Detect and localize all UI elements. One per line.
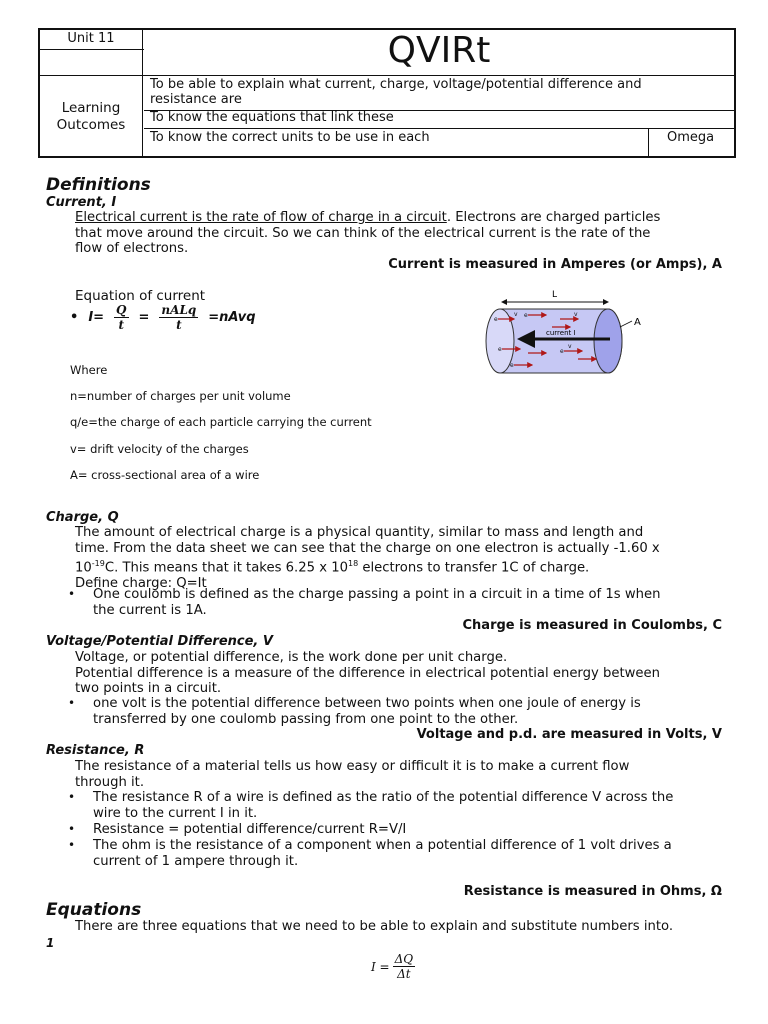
eq-nALq: nALq: [161, 303, 197, 317]
charge-line-1: The amount of electrical charge is a physical quantity, similar to mass and length and: [75, 525, 644, 540]
current-line-2: that move around the circuit. So we can think of the electrical current is the rate of the: [75, 225, 651, 241]
current-equation: [70, 303, 256, 332]
v-definition: v= drift velocity of the charges: [70, 442, 249, 456]
eq-nAvq: =nAvq: [208, 310, 256, 325]
eq-t: t: [118, 318, 125, 332]
current-line-3: flow of electrons.: [75, 241, 189, 257]
resistance-paragraph: The resistance of a material tells us how easy or difficult it is to make a current flow through it.: [75, 759, 630, 790]
equation-1: [371, 952, 415, 981]
outcome-1: [150, 77, 642, 107]
bullet: •: [68, 822, 76, 836]
eq1-fraction: [393, 952, 416, 981]
outcome-2: To know the equations that link these: [150, 110, 394, 125]
eq-equals: =: [138, 310, 150, 325]
learning-outcomes-label: [40, 100, 142, 134]
area-pointer: [620, 321, 632, 327]
q-definition: q/e=the charge of each particle carrying the current: [70, 415, 372, 429]
equation-number: 1: [46, 936, 55, 950]
bullet: •: [68, 790, 76, 804]
charge-line-2: time. From the data sheet we can see that the charge on one electron is actually -1.60 x: [75, 540, 660, 556]
eq-t2: t: [176, 318, 182, 332]
voltage-bullet-1: one volt is the potential difference between two points when one joule of energy is transferred by one coulomb passing from one point to the other.: [93, 696, 641, 727]
current-definition-rest: . Electrons are charged particles: [446, 210, 661, 225]
charge-define: Define charge: Q=It: [75, 576, 207, 592]
resistance-bullet-3: The ohm is the resistance of a component when a potential difference of 1 volt drives a current of 1 ampere through it.: [93, 838, 672, 869]
equations-heading: Equations: [46, 900, 142, 920]
page-title: QVIRt: [387, 30, 491, 71]
outcome-3: To know the correct units to be use in each: [150, 130, 430, 145]
charge-bullet-1: One coulomb is defined as the charge passing a point in a circuit in a time of 1s when the current is 1A.: [93, 587, 661, 618]
charge-title: Charge, Q: [46, 510, 119, 525]
voltage-unit-line: Voltage and p.d. are measured in Volts, V: [416, 727, 722, 742]
svg-text:v: v: [568, 343, 572, 350]
charge-paragraph: [75, 525, 660, 592]
resistance-unit-line: Resistance is measured in Ohms, Ω: [463, 884, 722, 899]
n-definition: n=number of charges per unit volume: [70, 389, 291, 403]
voltage-paragraph: Voltage, or potential difference, is the work done per unit charge. Potential difference is a measure of the difference in electrical potential energy between two points in a circuit.: [75, 650, 661, 697]
eq1-denominator: Δt: [397, 967, 411, 981]
current-label: current I: [546, 329, 576, 337]
current-paragraph: [75, 210, 660, 257]
svg-text:e: e: [524, 312, 528, 319]
equations-intro: There are three equations that we need to be able to explain and substitute numbers into.: [75, 919, 674, 934]
wire-end-right: [594, 309, 622, 373]
outcome-1-line-1: To be able to explain what current, charge, voltage/potential difference and: [150, 77, 642, 92]
charge-unit-line: Charge is measured in Coulombs, C: [462, 618, 722, 633]
resistance-bullet-2: Resistance = potential difference/current R=V/I: [93, 822, 407, 837]
svg-text:e: e: [494, 316, 498, 323]
bullet: •: [68, 587, 76, 601]
eq1-I: I =: [371, 959, 390, 974]
fraction-nALq-t: [159, 303, 198, 332]
voltage-title: Voltage/Potential Difference, V: [46, 634, 273, 649]
bullet: •: [70, 310, 79, 325]
length-label: L: [552, 290, 558, 300]
charge-line-3: $10^{-19}C$. This means that it takes 6.25 x $10^{18}$ electrons to transfer 1C of charge.: [75, 559, 590, 576]
area-label: A: [634, 317, 641, 328]
current-definition-underlined: Electrical current is the rate of flow of charge in a circuit: [75, 210, 447, 225]
eq-I: I=: [88, 310, 105, 325]
current-unit-line: Current is measured in Amperes (or Amps), A: [388, 257, 722, 272]
resistance-bullet-1: The resistance R of a wire is defined as the ratio of the potential difference V across the wire to the current I in it.: [93, 790, 674, 821]
svg-text:v: v: [514, 311, 518, 318]
unit-label: Unit 11: [67, 31, 115, 46]
omega-tag: Omega: [667, 130, 715, 145]
svg-text:v: v: [574, 311, 578, 318]
wire-diagram: [480, 285, 650, 380]
svg-text:e: e: [498, 346, 502, 353]
fraction-Q-t: [114, 303, 128, 332]
A-definition: A= cross-sectional area of a wire: [70, 468, 260, 482]
lo-label-line-2: Outcomes: [56, 117, 126, 133]
bullet: •: [68, 696, 76, 710]
current-title: Current, I: [46, 195, 117, 210]
bullet: •: [68, 838, 76, 852]
equation-label: Equation of current: [75, 288, 206, 304]
lo-label-line-1: Learning: [61, 100, 121, 116]
definitions-heading: Definitions: [46, 175, 151, 195]
outcome-1-line-2: resistance are: [150, 92, 242, 107]
resistance-title: Resistance, R: [46, 743, 145, 758]
svg-text:e: e: [510, 362, 514, 369]
eq-Q: Q: [116, 303, 127, 317]
where-label: Where: [70, 363, 108, 377]
eq1-numerator: ΔQ: [394, 952, 414, 966]
svg-text:e: e: [560, 348, 564, 355]
